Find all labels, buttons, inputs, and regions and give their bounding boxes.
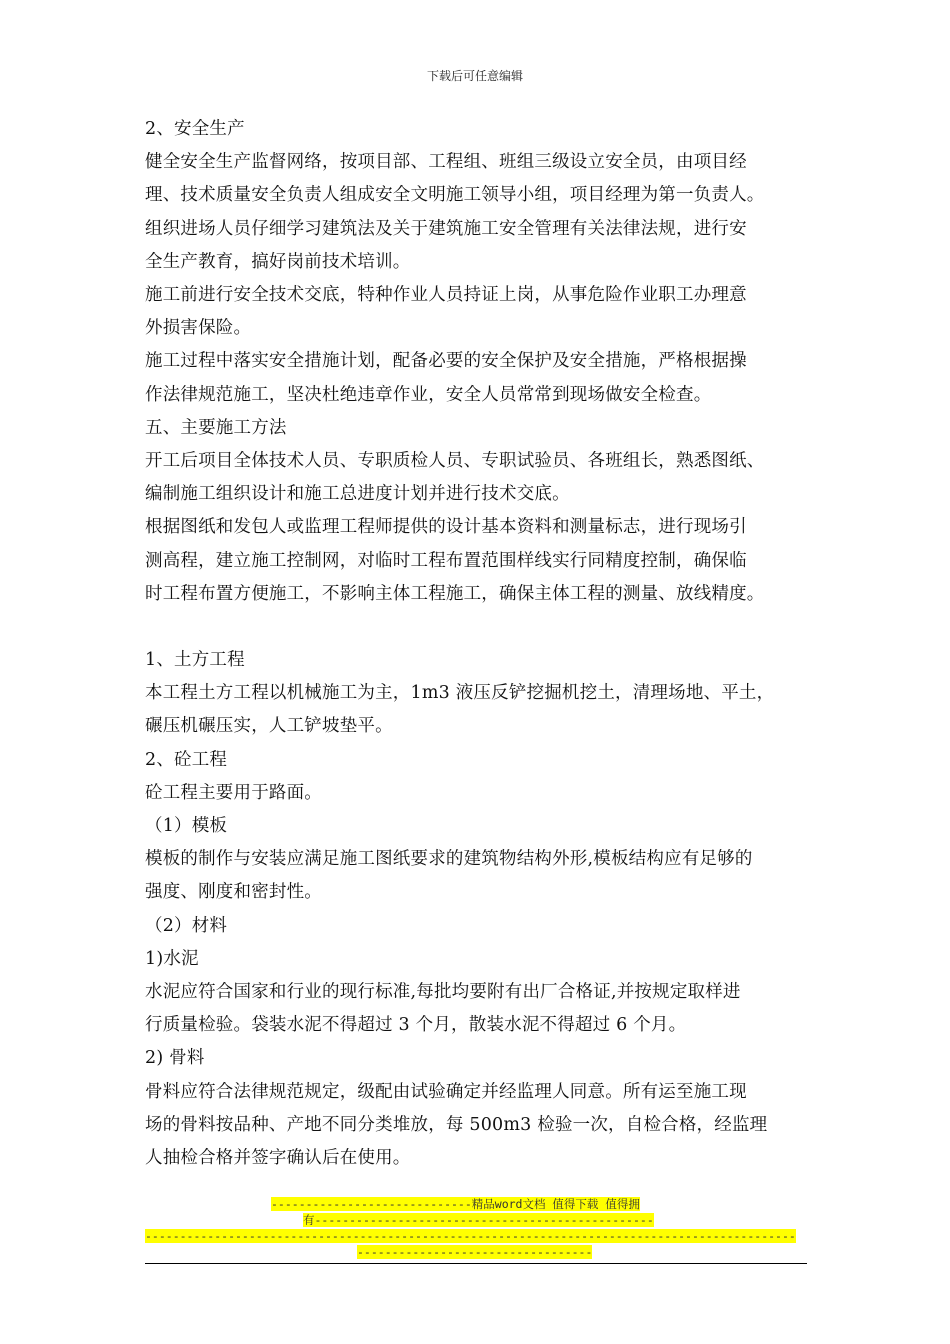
section-heading-methods: 五、主要施工方法 bbox=[145, 417, 287, 438]
paragraph-line: 时工程布置方便施工，不影响主体工程施工，确保主体工程的测量、放线精度。 bbox=[145, 583, 765, 604]
page-footer bbox=[145, 1196, 807, 1260]
subheading-materials: （2）材料 bbox=[145, 915, 228, 936]
paragraph-line: 砼工程主要用于路面。 bbox=[145, 782, 322, 803]
paragraph-line: 根据图纸和发包人或监理工程师提供的设计基本资料和测量标志，进行现场引 bbox=[145, 517, 747, 538]
paragraph-line: 全生产教育，搞好岗前技术培训。 bbox=[145, 251, 411, 272]
footer-line: -----------------------------精品word文档 值得下载 值得拥 bbox=[271, 1197, 640, 1211]
section-heading-concrete: 2、砼工程 bbox=[145, 749, 228, 770]
paragraph-line: 场的骨料按品种、产地不同分类堆放，每 500m3 检验一次，自检合格，经监理 bbox=[145, 1114, 768, 1135]
section-heading-safety: 2、安全生产 bbox=[145, 119, 245, 139]
blank-line bbox=[145, 611, 807, 644]
paragraph-line: 组织进场人员仔细学习建筑法及关于建筑施工安全管理有关法律法规，进行安 bbox=[145, 218, 747, 239]
page-header: 下载后可任意编辑 bbox=[426, 69, 523, 83]
paragraph-line: 人抽检合格并签字确认后在使用。 bbox=[145, 1148, 411, 1169]
paragraph-line: 行质量检验。袋装水泥不得超过 3 个月，散装水泥不得超过 6 个月。 bbox=[145, 1015, 687, 1036]
footer-line: ---------------------------------------------------------------------------------------------- bbox=[145, 1229, 796, 1243]
paragraph-line: 外损害保险。 bbox=[145, 318, 252, 339]
paragraph-line: 强度、刚度和密封性。 bbox=[145, 882, 322, 903]
paragraph-line: 开工后项目全体技术人员、专职质检人员、专职试验员、各班组长，熟悉图纸、 bbox=[145, 451, 765, 472]
paragraph-line: 施工前进行安全技术交底，特种作业人员持证上岗，从事危险作业职工办理意 bbox=[145, 285, 747, 306]
paragraph-line: 骨料应符合法律规范规定，级配由试验确定并经监理人同意。所有运至施工现 bbox=[145, 1081, 747, 1102]
paragraph-line: 测高程，建立施工控制网，对临时工程布置范围样线实行同精度控制，确保临 bbox=[145, 550, 747, 571]
subheading-aggregate: 2) 骨料 bbox=[145, 1048, 205, 1069]
document-body bbox=[145, 113, 807, 1175]
paragraph-line: 模板的制作与安装应满足施工图纸要求的建筑物结构外形,模板结构应有足够的 bbox=[145, 849, 753, 870]
subheading-cement: 1)水泥 bbox=[145, 948, 199, 969]
paragraph-line: 水泥应符合国家和行业的现行标准,每批均要附有出厂合格证,并按规定取样进 bbox=[145, 982, 741, 1003]
section-heading-earthwork: 1、土方工程 bbox=[145, 650, 245, 671]
subheading-formwork: （1）模板 bbox=[145, 816, 228, 837]
footer-rule bbox=[145, 1263, 807, 1264]
footer-line: ---------------------------------- bbox=[357, 1245, 593, 1259]
footer-line: 有------------------------------------------------- bbox=[303, 1213, 654, 1227]
paragraph-line: 理、技术质量安全负责人组成安全文明施工领导小组，项目经理为第一负责人。 bbox=[145, 185, 765, 206]
paragraph-line: 编制施工组织设计和施工总进度计划并进行技术交底。 bbox=[145, 484, 570, 505]
paragraph-line: 本工程土方工程以机械施工为主，1m3 液压反铲挖掘机挖土，清理场地、平土， bbox=[145, 683, 775, 704]
paragraph-line: 健全安全生产监督网络，按项目部、工程组、班组三级设立安全员，由项目经 bbox=[145, 152, 747, 173]
paragraph-line: 施工过程中落实安全措施计划，配备必要的安全保护及安全措施，严格根据操 bbox=[145, 351, 747, 372]
paragraph-line: 碾压机碾压实，人工铲坡垫平。 bbox=[145, 716, 393, 737]
paragraph-line: 作法律规范施工，坚决杜绝违章作业，安全人员常常到现场做安全检查。 bbox=[145, 384, 712, 405]
